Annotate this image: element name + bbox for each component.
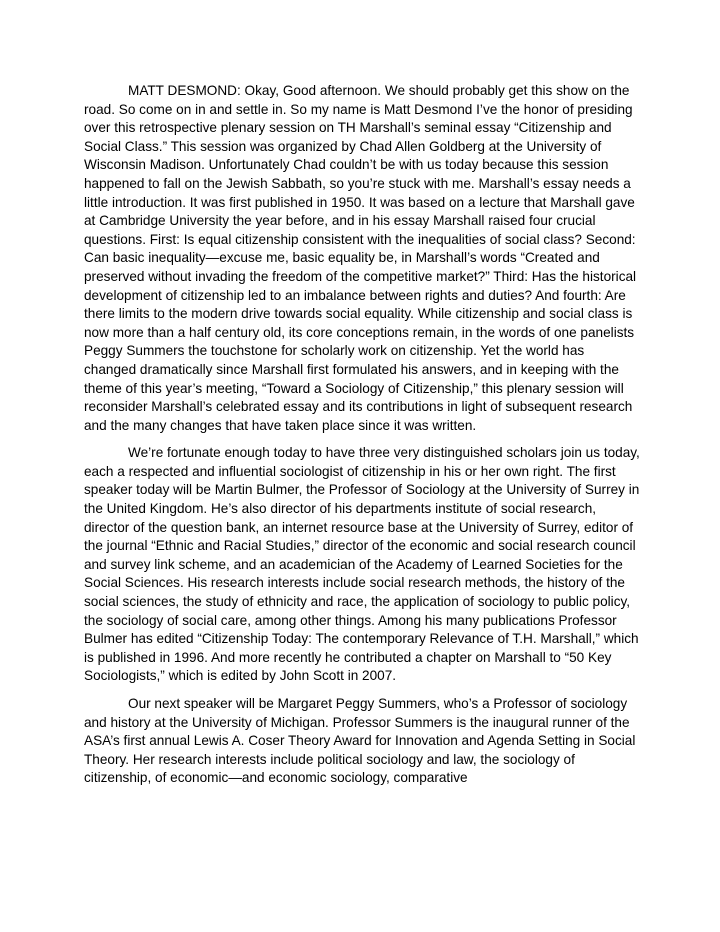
paragraph-speaker-summers: Our next speaker will be Margaret Peggy Summers, who’s a Professor of sociology and history at the University of Michigan. Professor Summers is the inaugural runner of the ASA’s first annual Lewis A. Coser Theory Award for Innovation and Agenda Setting in Social Theory. Her research interests include political sociology and law, the sociology of citizenship, of economic—and economic sociology, comparative <box>84 696 636 786</box>
paragraph-speaker-bulmer: We’re fortunate enough today to have three very distinguished scholars join us today, each a respected and influential sociologist of citizenship in his or her own right. The first speaker today will be Martin Bulmer, the Professor of Sociology at the University of Surrey in the United Kingdom. He’s also director of his departments institute of social research, director of the question bank, an internet resource base at the University of Surrey, editor of the journal “Ethnic and Racial Studies,” director of the economic and social research council and survey link scheme, and an academician of the Academy of Learned Societies for the Social Sciences. His research interests include social research methods, the history of the social sciences, the study of ethnicity and race, the application of sociology to public policy, the sociology of social care, among other things. Among his many publications Professor Bulmer has edited “Citizenship Today: The contemporary Relevance of T.H. Marshall,” which is published in 1996. And more recently he contributed a chapter on Marshall to “50 Key Sociologists,” which is edited by John Scott in 2007. <box>84 445 640 684</box>
paragraph-opening-remarks: MATT DESMOND: Okay, Good afternoon. We should probably get this show on the road. So come on in and settle in. So my name is Matt Desmond I’ve the honor of presiding over this retrospective plenary session on TH Marshall’s seminal essay “Citizenship and Social Class.” This session was organized by Chad Allen Goldberg at the University of Wisconsin Madison. Unfortunately Chad couldn’t be with us today because this session happened to fall on the Jewish Sabbath, so you’re stuck with me. Marshall’s essay needs a little introduction. It was first published in 1950. It was based on a lecture that Marshall gave at Cambridge University the year before, and in his essay Marshall raised four crucial questions. First: Is equal citizenship consistent with the inequalities of social class? Second: Can basic inequality—excuse me, basic equality be, in Marshall’s words “Created and preserved without invading the freedom of the competitive market?” Third: Has the historical development of citizenship led to an imbalance between rights and duties? And fourth: Are there limits to the modern drive towards social equality. While citizenship and social class is now more than a half century old, its core conceptions remain, in the words of one panelists Peggy Summers the touchstone for scholarly work on citizenship. Yet the world has changed dramatically since Marshall first formulated his answers, and in keeping with the theme of this year’s meeting, “Toward a Sociology of Citizenship,” this plenary session will reconsider Marshall’s celebrated essay and its contributions in light of subsequent research and the many changes that have taken place since it was written. <box>84 83 637 433</box>
transcript-page <box>84 82 640 797</box>
